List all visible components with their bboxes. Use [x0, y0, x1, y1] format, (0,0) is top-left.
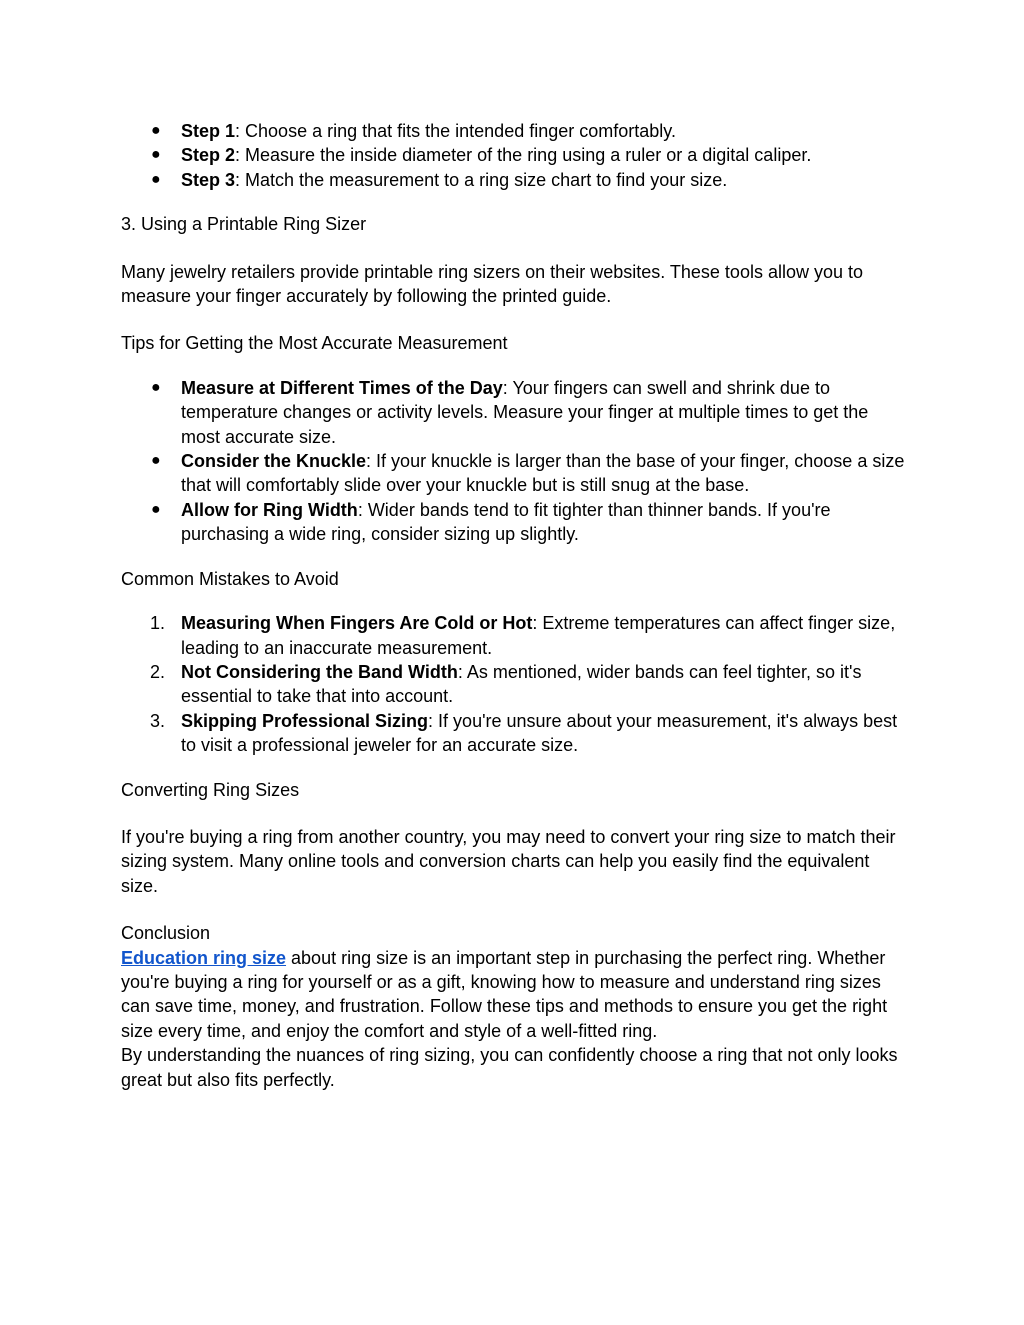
tip-label: Measure at Different Times of the Day	[181, 377, 503, 398]
section-heading-conclusion: Conclusion	[121, 923, 211, 944]
step-text: : Measure the inside diameter of the ring using a ruler or a digital caliper.	[235, 145, 812, 166]
step-label: Step 2	[181, 145, 236, 166]
steps-list	[121, 119, 911, 192]
document-page	[121, 119, 911, 1092]
section-heading-printable: 3. Using a Printable Ring Sizer	[121, 214, 367, 235]
mistakes-list	[121, 611, 911, 757]
mistake-label: Not Considering the Band Width	[181, 661, 458, 682]
list-number: 2.	[150, 661, 166, 682]
tip-text: : Your fingers can swell and shrink due to temperature changes or activity levels. Measure your finger at multiple times to get the most accurate size.	[181, 377, 869, 447]
bullet-icon: ●	[151, 146, 161, 164]
bullet-icon: ●	[151, 500, 161, 518]
conclusion-text: about ring size is an important step in purchasing the perfect ring. Whether you're buying a ring for yourself or as a gift, knowing how to measure and understand ring sizes can save time, money, and frustration. Follow these tips and methods to ensure you get the right size every time, and enjoy the comfort and style of a well-fitted ring.	[121, 947, 888, 1041]
section-heading-mistakes: Common Mistakes to Avoid	[121, 568, 339, 589]
mistake-label: Measuring When Fingers Are Cold or Hot	[181, 613, 533, 634]
list-number: 1.	[150, 613, 166, 634]
list-item	[121, 449, 911, 498]
mistake-text: : As mentioned, wider bands can feel tighter, so it's essential to take that into account.	[181, 661, 862, 707]
conclusion-body	[121, 946, 911, 1044]
list-item	[121, 611, 911, 660]
list-item	[121, 709, 911, 758]
bullet-icon: ●	[151, 122, 161, 139]
list-item	[121, 143, 911, 167]
tip-text: : If your knuckle is larger than the base of your finger, choose a size that will comfortably slide over your knuckle but is still snug at the base.	[181, 451, 905, 496]
printable-body: Many jewelry retailers provide printable ring sizers on their websites. These tools allow you to measure your finger accurately by following the printed guide.	[121, 261, 864, 307]
tip-label: Consider the Knuckle	[181, 451, 367, 472]
mistake-label: Skipping Professional Sizing	[181, 710, 429, 731]
bullet-icon: ●	[151, 170, 161, 188]
section-heading-tips: Tips for Getting the Most Accurate Measurement	[121, 333, 508, 354]
tip-label: Allow for Ring Width	[181, 499, 358, 520]
list-item	[121, 660, 911, 709]
list-item	[121, 498, 911, 547]
mistake-text: : If you're unsure about your measurement, it's always best to visit a professional jeweler for an accurate size.	[181, 710, 898, 756]
list-item	[121, 168, 911, 192]
step-text: : Match the measurement to a ring size chart to find your size.	[235, 169, 728, 190]
tip-text: : Wider bands tend to fit tighter than thinner bands. If you're purchasing a wide ring, consider sizing up slightly.	[181, 499, 831, 545]
tips-list	[121, 376, 911, 547]
bullet-icon: ●	[151, 378, 161, 396]
closing-paragraph: By understanding the nuances of ring sizing, you can confidently choose a ring that not only looks great but also fits perfectly.	[121, 1045, 898, 1090]
section-heading-converting: Converting Ring Sizes	[121, 779, 300, 800]
step-label: Step 3	[181, 169, 236, 190]
converting-body: If you're buying a ring from another country, you may need to convert your ring size to match their sizing system. Many online tools and conversion charts can help you easily find the equivalent size.	[121, 826, 896, 896]
mistake-text: : Extreme temperatures can affect finger size, leading to an inaccurate measurement.	[181, 613, 896, 658]
bullet-icon: ●	[151, 452, 161, 470]
education-ring-size-link[interactable]: Education ring size	[121, 947, 287, 968]
list-item	[121, 119, 911, 143]
step-text: : Choose a ring that fits the intended finger comfortably.	[235, 121, 676, 141]
step-label: Step 1	[181, 121, 236, 141]
list-item	[121, 376, 911, 449]
list-number: 3.	[150, 710, 166, 731]
